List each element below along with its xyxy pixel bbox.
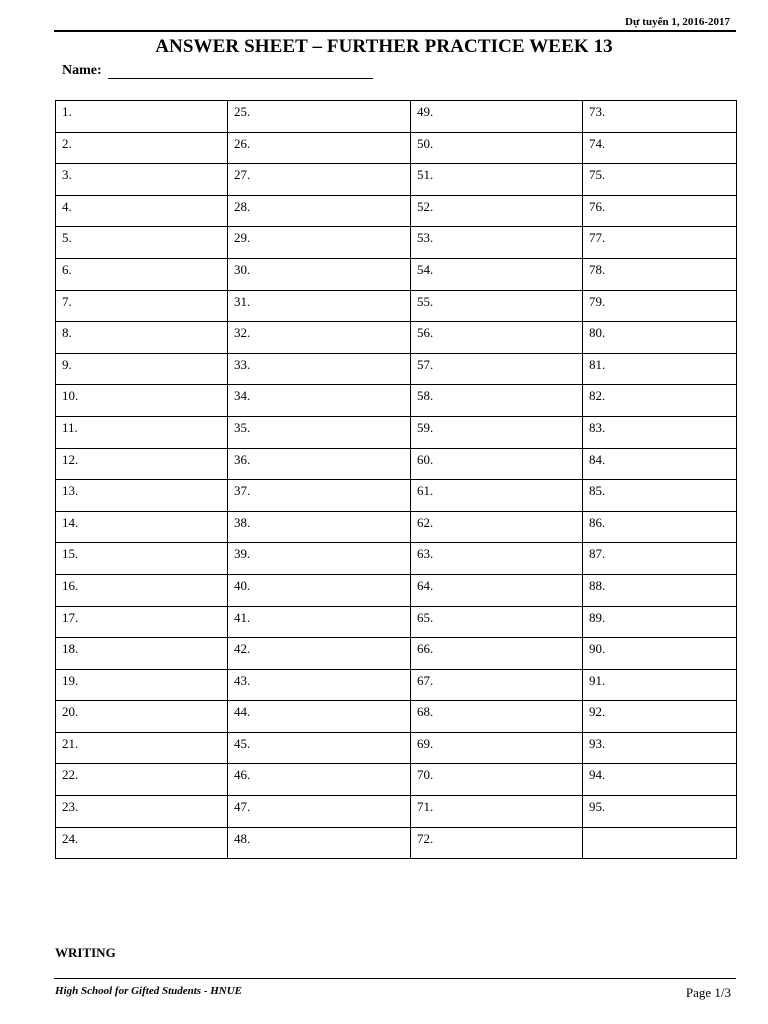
answer-number: 66. <box>417 641 434 657</box>
table-row <box>56 195 737 227</box>
answer-number: 73. <box>589 104 606 119</box>
answer-cell[interactable] <box>411 574 583 606</box>
answer-number: 83. <box>589 419 606 435</box>
answer-number: 4. <box>62 198 72 214</box>
answer-cell[interactable] <box>411 480 583 512</box>
answer-cell[interactable] <box>583 290 737 322</box>
answer-cell[interactable] <box>583 416 737 448</box>
answer-cell[interactable] <box>411 195 583 227</box>
answer-cell[interactable] <box>583 732 737 764</box>
table-row <box>56 322 737 354</box>
answer-number: 44. <box>234 704 251 720</box>
answer-number: 86. <box>589 514 606 530</box>
answer-number: 39. <box>234 546 251 562</box>
answer-cell[interactable] <box>56 638 228 670</box>
footer-page-number: Page 1/3 <box>685 985 731 1000</box>
answer-number: 76. <box>589 198 606 214</box>
answer-cell[interactable] <box>56 290 228 322</box>
answer-cell[interactable] <box>583 511 737 543</box>
answer-cell[interactable] <box>228 669 411 701</box>
answer-cell[interactable] <box>228 227 411 259</box>
answer-cell[interactable] <box>228 511 411 543</box>
answer-number: 2. <box>62 135 72 151</box>
answer-number: 28. <box>234 198 251 214</box>
answer-cell[interactable] <box>583 480 737 512</box>
answer-number: 40. <box>234 577 251 593</box>
footer-divider <box>54 978 736 979</box>
table-row <box>56 353 737 385</box>
answer-number: 52. <box>417 198 434 214</box>
answer-cell[interactable] <box>56 101 228 133</box>
answer-number: 79. <box>589 293 606 309</box>
answer-number: 16. <box>62 577 79 593</box>
answer-cell[interactable] <box>583 258 737 290</box>
answer-cell[interactable] <box>56 511 228 543</box>
answer-cell[interactable] <box>411 227 583 259</box>
answer-cell[interactable] <box>228 574 411 606</box>
answer-cell[interactable] <box>56 416 228 448</box>
answer-cell[interactable] <box>411 164 583 196</box>
answer-number: 57. <box>417 356 434 372</box>
answer-number: 43. <box>234 672 251 688</box>
answer-number: 23. <box>62 799 79 815</box>
table-row <box>56 574 737 606</box>
answer-cell[interactable] <box>228 164 411 196</box>
answer-number: 84. <box>589 451 606 467</box>
answer-cell[interactable] <box>583 448 737 480</box>
answer-number: 68. <box>417 704 434 720</box>
answer-number: 61. <box>417 483 434 499</box>
answer-cell[interactable] <box>228 764 411 796</box>
table-row <box>56 101 737 133</box>
answer-number: 62. <box>417 514 434 530</box>
header-note: Dự tuyển 1, 2016-2017 <box>625 16 730 28</box>
answer-cell[interactable] <box>411 669 583 701</box>
answer-cell[interactable] <box>228 827 411 859</box>
answer-number: 30. <box>234 261 251 277</box>
answer-number: 89. <box>589 609 606 625</box>
answer-cell[interactable] <box>228 448 411 480</box>
answer-cell[interactable] <box>411 638 583 670</box>
answer-number: 29. <box>234 230 251 246</box>
answer-cell[interactable] <box>56 195 228 227</box>
answer-cell[interactable] <box>583 638 737 670</box>
answer-cell[interactable] <box>228 258 411 290</box>
answer-number: 37. <box>234 483 251 499</box>
answer-cell[interactable] <box>411 511 583 543</box>
answer-cell[interactable] <box>411 606 583 638</box>
answer-number: 82. <box>589 388 606 404</box>
answer-cell[interactable] <box>56 543 228 575</box>
table-row <box>56 732 737 764</box>
answer-number: 95. <box>589 799 606 815</box>
answer-number: 3. <box>62 167 72 183</box>
answer-cell[interactable] <box>56 353 228 385</box>
answer-cell[interactable] <box>228 353 411 385</box>
answer-number: 65. <box>417 609 434 625</box>
answer-cell[interactable] <box>411 827 583 859</box>
answer-number: 85. <box>589 483 606 499</box>
answer-cell[interactable] <box>583 164 737 196</box>
table-row <box>56 669 737 701</box>
answer-number: 56. <box>417 325 434 341</box>
answer-number: 71. <box>417 799 434 815</box>
table-row <box>56 796 737 828</box>
table-row <box>56 416 737 448</box>
answer-cell[interactable] <box>583 543 737 575</box>
answer-cell[interactable] <box>56 606 228 638</box>
answer-number: 18. <box>62 641 79 657</box>
answer-number: 1. <box>62 104 72 119</box>
answer-cell[interactable] <box>583 132 737 164</box>
name-blank-line[interactable] <box>108 66 373 79</box>
answer-cell[interactable] <box>583 101 737 133</box>
answer-number: 35. <box>234 419 251 435</box>
answer-cell[interactable] <box>411 416 583 448</box>
answer-number: 81. <box>589 356 606 372</box>
header-divider <box>54 30 736 32</box>
answer-number: 15. <box>62 546 79 562</box>
answer-cell[interactable] <box>56 764 228 796</box>
answer-number: 48. <box>234 830 251 846</box>
answer-cell[interactable] <box>56 669 228 701</box>
table-row <box>56 480 737 512</box>
answer-number: 36. <box>234 451 251 467</box>
answer-number: 92. <box>589 704 606 720</box>
answer-cell[interactable] <box>583 764 737 796</box>
answer-number: 64. <box>417 577 434 593</box>
answer-number: 19. <box>62 672 79 688</box>
answer-cell[interactable] <box>56 132 228 164</box>
answer-number: 60. <box>417 451 434 467</box>
answer-cell[interactable] <box>583 796 737 828</box>
answer-number: 6. <box>62 261 72 277</box>
answer-number <box>589 828 736 829</box>
answer-cell[interactable] <box>56 164 228 196</box>
table-row <box>56 227 737 259</box>
answer-number: 67. <box>417 672 434 688</box>
answer-number: 31. <box>234 293 251 309</box>
answer-cell[interactable] <box>411 701 583 733</box>
answer-cell[interactable] <box>583 322 737 354</box>
answer-cell[interactable] <box>228 638 411 670</box>
table-row <box>56 764 737 796</box>
answer-cell[interactable] <box>56 258 228 290</box>
answer-cell[interactable] <box>56 480 228 512</box>
answer-number: 9. <box>62 356 72 372</box>
answer-cell[interactable] <box>583 227 737 259</box>
answer-number: 41. <box>234 609 251 625</box>
answer-number: 32. <box>234 325 251 341</box>
answer-number: 25. <box>234 104 251 119</box>
answer-number: 90. <box>589 641 606 657</box>
answer-number: 5. <box>62 230 72 246</box>
answer-number: 51. <box>417 167 434 183</box>
answer-number: 58. <box>417 388 434 404</box>
table-row <box>56 448 737 480</box>
answer-number: 7. <box>62 293 72 309</box>
answer-number: 94. <box>589 767 606 783</box>
answer-number: 38. <box>234 514 251 530</box>
table-row <box>56 164 737 196</box>
answer-number: 46. <box>234 767 251 783</box>
footer-school: High School for Gifted Students - HNUE <box>55 985 243 997</box>
table-row <box>56 385 737 417</box>
page-title: ANSWER SHEET – FURTHER PRACTICE WEEK 13 <box>155 36 613 57</box>
answer-cell[interactable] <box>56 827 228 859</box>
answer-cell[interactable] <box>583 574 737 606</box>
name-field <box>62 63 373 79</box>
answer-number: 75. <box>589 167 606 183</box>
answer-cell[interactable] <box>228 322 411 354</box>
answer-number: 22. <box>62 767 79 783</box>
answer-number: 24. <box>62 830 79 846</box>
table-row <box>56 701 737 733</box>
answer-number: 72. <box>417 830 434 846</box>
answer-cell[interactable] <box>583 195 737 227</box>
answer-number: 80. <box>589 325 606 341</box>
answer-number: 93. <box>589 735 606 751</box>
answer-number: 17. <box>62 609 79 625</box>
answer-number: 49. <box>417 104 434 119</box>
answer-cell[interactable] <box>411 448 583 480</box>
answer-cell[interactable] <box>228 606 411 638</box>
answer-number: 69. <box>417 735 434 751</box>
answer-cell[interactable] <box>411 543 583 575</box>
answer-cell[interactable] <box>56 701 228 733</box>
answer-cell[interactable] <box>583 353 737 385</box>
table-row <box>56 638 737 670</box>
answer-cell[interactable] <box>411 322 583 354</box>
answer-cell[interactable] <box>228 543 411 575</box>
answer-number: 21. <box>62 735 79 751</box>
answer-table <box>55 100 737 859</box>
answer-cell[interactable] <box>228 101 411 133</box>
answer-number: 78. <box>589 261 606 277</box>
answer-number: 42. <box>234 641 251 657</box>
table-row <box>56 511 737 543</box>
answer-cell[interactable] <box>56 574 228 606</box>
name-label: Name: <box>62 63 102 78</box>
table-row <box>56 132 737 164</box>
answer-cell[interactable] <box>583 669 737 701</box>
answer-cell[interactable] <box>411 290 583 322</box>
answer-cell[interactable] <box>583 827 737 859</box>
answer-cell[interactable] <box>228 796 411 828</box>
answer-number: 55. <box>417 293 434 309</box>
answer-cell[interactable] <box>228 290 411 322</box>
answer-cell[interactable] <box>228 416 411 448</box>
answer-number: 14. <box>62 514 79 530</box>
answer-cell[interactable] <box>228 701 411 733</box>
answer-cell[interactable] <box>411 764 583 796</box>
answer-number: 47. <box>234 799 251 815</box>
answer-number: 26. <box>234 135 251 151</box>
answer-number: 88. <box>589 577 606 593</box>
table-row <box>56 543 737 575</box>
answer-number: 87. <box>589 546 606 562</box>
table-row <box>56 258 737 290</box>
answer-number: 33. <box>234 356 251 372</box>
answer-number: 34. <box>234 388 251 404</box>
table-row <box>56 827 737 859</box>
answer-cell[interactable] <box>228 385 411 417</box>
answer-number: 74. <box>589 135 606 151</box>
answer-number: 50. <box>417 135 434 151</box>
answer-cell[interactable] <box>56 227 228 259</box>
answer-cell[interactable] <box>411 796 583 828</box>
answer-cell[interactable] <box>56 732 228 764</box>
answer-number: 91. <box>589 672 606 688</box>
answer-number: 11. <box>62 419 78 435</box>
writing-heading: WRITING <box>55 945 116 960</box>
answer-number: 45. <box>234 735 251 751</box>
answer-cell[interactable] <box>56 796 228 828</box>
answer-number: 20. <box>62 704 79 720</box>
answer-cell[interactable] <box>56 385 228 417</box>
answer-cell[interactable] <box>583 385 737 417</box>
answer-cell[interactable] <box>411 732 583 764</box>
answer-number: 13. <box>62 483 79 499</box>
answer-cell[interactable] <box>583 701 737 733</box>
table-row <box>56 290 737 322</box>
answer-cell[interactable] <box>56 448 228 480</box>
answer-cell[interactable] <box>228 480 411 512</box>
answer-cell[interactable] <box>56 322 228 354</box>
answer-cell[interactable] <box>228 195 411 227</box>
answer-number: 8. <box>62 325 72 341</box>
answer-cell[interactable] <box>411 101 583 133</box>
answer-number: 59. <box>417 419 434 435</box>
answer-cell[interactable] <box>411 353 583 385</box>
answer-number: 12. <box>62 451 79 467</box>
answer-cell[interactable] <box>228 132 411 164</box>
answer-number: 63. <box>417 546 434 562</box>
table-row <box>56 606 737 638</box>
answer-number: 10. <box>62 388 79 404</box>
answer-number: 54. <box>417 261 434 277</box>
answer-cell[interactable] <box>228 732 411 764</box>
answer-number: 77. <box>589 230 606 246</box>
answer-cell[interactable] <box>411 258 583 290</box>
answer-cell[interactable] <box>411 385 583 417</box>
answer-number: 27. <box>234 167 251 183</box>
answer-cell[interactable] <box>411 132 583 164</box>
answer-number: 70. <box>417 767 434 783</box>
answer-cell[interactable] <box>583 606 737 638</box>
answer-number: 53. <box>417 230 434 246</box>
